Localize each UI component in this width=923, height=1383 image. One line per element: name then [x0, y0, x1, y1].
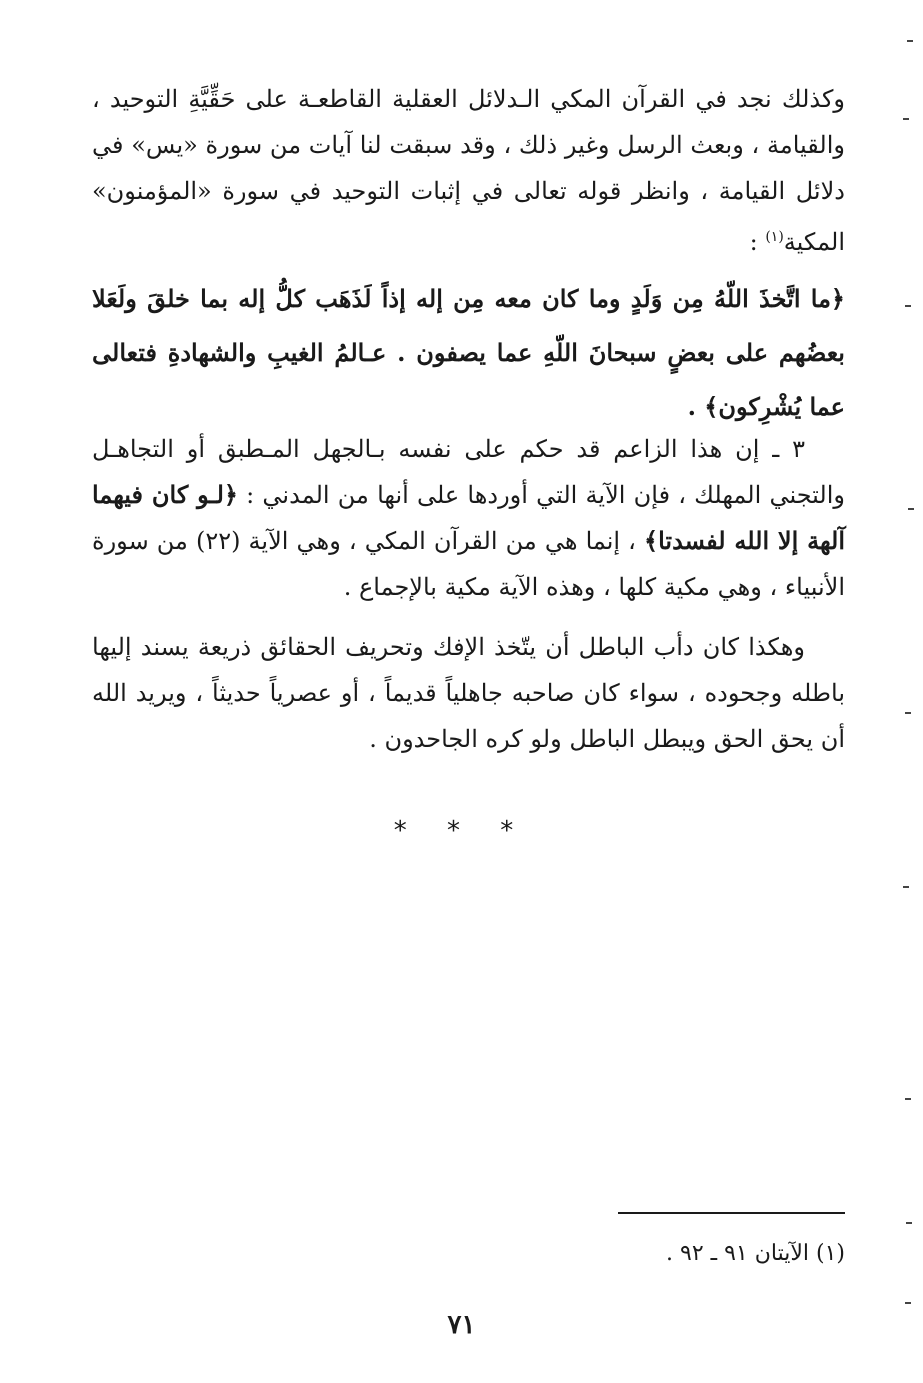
paragraph-4-text: وهكذا كان دأب الباطل أن يتّخذ الإفك وتحريف الحقائق ذريعة يسند إليها باطله وجحوده ، سواء كان صاحبه جاهلياً قديماً ، أو عصرياً حديثاً ، ويريد الله أن يحق الحق ويبطل الباطل ولو كره الجاحدون . — [92, 633, 845, 753]
margin-mark — [905, 305, 911, 307]
margin-mark — [903, 118, 909, 120]
section-separator: * * * — [393, 816, 530, 846]
paragraph-3-quote: ﴿لـو كان فيهما آلهة إلا الله لفسدتا﴾ — [92, 480, 846, 555]
margin-mark — [907, 40, 913, 42]
paragraph-3-part-a: ٣ ـ إن هذا الزاعم قد حكم على نفسه بـالجهل المـطبق أو التجاهـل والتجني المهلك ، فإن الآية التي أوردها على أنها من المدني : — [92, 435, 845, 509]
paragraph-3-text — [92, 426, 845, 610]
paragraph-1-end: : — [749, 228, 766, 256]
paragraph-3 — [92, 426, 845, 610]
margin-mark — [908, 508, 914, 510]
margin-mark — [905, 712, 911, 714]
margin-mark — [906, 1222, 912, 1224]
footnote-divider — [618, 1212, 845, 1214]
quran-quote-block — [92, 272, 845, 434]
page-number: ٧١ — [447, 1310, 476, 1340]
footnote: (١) الآيتان ٩١ ـ ٩٢ . — [666, 1241, 845, 1266]
margin-mark — [903, 886, 909, 888]
paragraph-4 — [92, 624, 845, 762]
paragraph-1-body: وكذلك نجد في القرآن المكي الـدلائل العقلية القاطعـة على حَقِّيَّةِ التوحيد ، والقيامة ، وبعث الرسل وغير ذلك ، وقد سبقت لنا آيات من سورة «يس» في دلائل القيامة ، وانظر قوله تعالى في إثبات التوحيد في سورة «المؤمنون» المكية — [92, 85, 845, 256]
paragraph-3-part-b: ، إنما هي من القرآن المكي ، وهي الآية (٢٢) من سورة الأنبياء ، وهي مكية كلها ، وهذه الآية مكية بالإجماع . — [92, 527, 845, 601]
margin-mark — [905, 1098, 911, 1100]
margin-mark — [905, 1302, 911, 1304]
paragraph-1-text — [92, 76, 845, 265]
footnote-reference[interactable]: (١) — [765, 229, 784, 245]
paragraph-1 — [92, 76, 845, 265]
quran-quote-text: ﴿ما اتَّخذَ اللّهُ مِن وَلَدٍ وما كان معه مِن إله إذاً لَذَهَب كلُّ إله بما خلقَ ولَعَلا بعضُهم على بعضٍ سبحانَ اللّهِ عما يصفون . عـالمُ الغيبِ والشهادةِ فتعالى عما يُشْرِكون﴾ . — [92, 284, 845, 421]
